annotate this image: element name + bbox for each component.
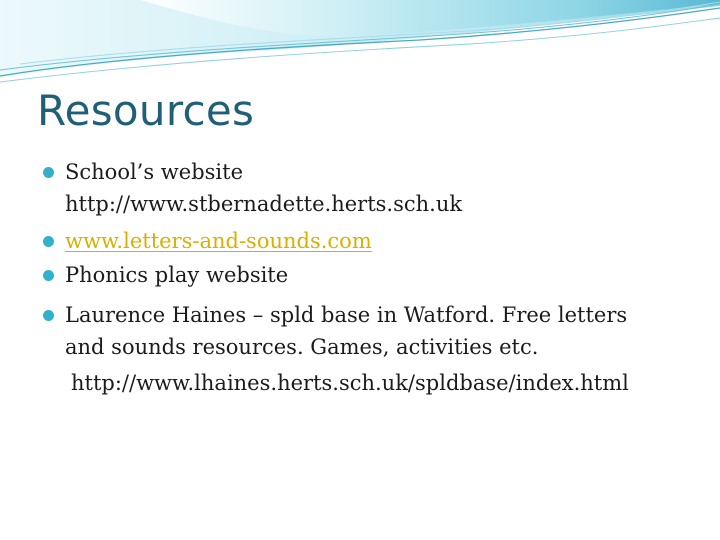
bullet-1-text: School’s website bbox=[65, 160, 244, 184]
bullet-4-line-2: and sounds resources. Games, activities etc. bbox=[65, 335, 539, 359]
bullet-icon bbox=[43, 310, 54, 321]
bullet-icon bbox=[43, 167, 54, 178]
slide-title: Resources bbox=[37, 86, 255, 135]
bullet-icon bbox=[43, 236, 54, 247]
bullet-4-line-1: Laurence Haines – spld base in Watford. Free letters bbox=[65, 303, 628, 327]
bullet-icon bbox=[43, 270, 54, 281]
school-website-url: http://www.stbernadette.herts.sch.uk bbox=[65, 192, 463, 216]
letters-and-sounds-link[interactable]: www.letters-and-sounds.com bbox=[65, 229, 372, 253]
spld-base-url: http://www.lhaines.herts.sch.uk/spldbase/index.html bbox=[71, 371, 629, 395]
bullet-3-text: Phonics play website bbox=[65, 263, 289, 287]
